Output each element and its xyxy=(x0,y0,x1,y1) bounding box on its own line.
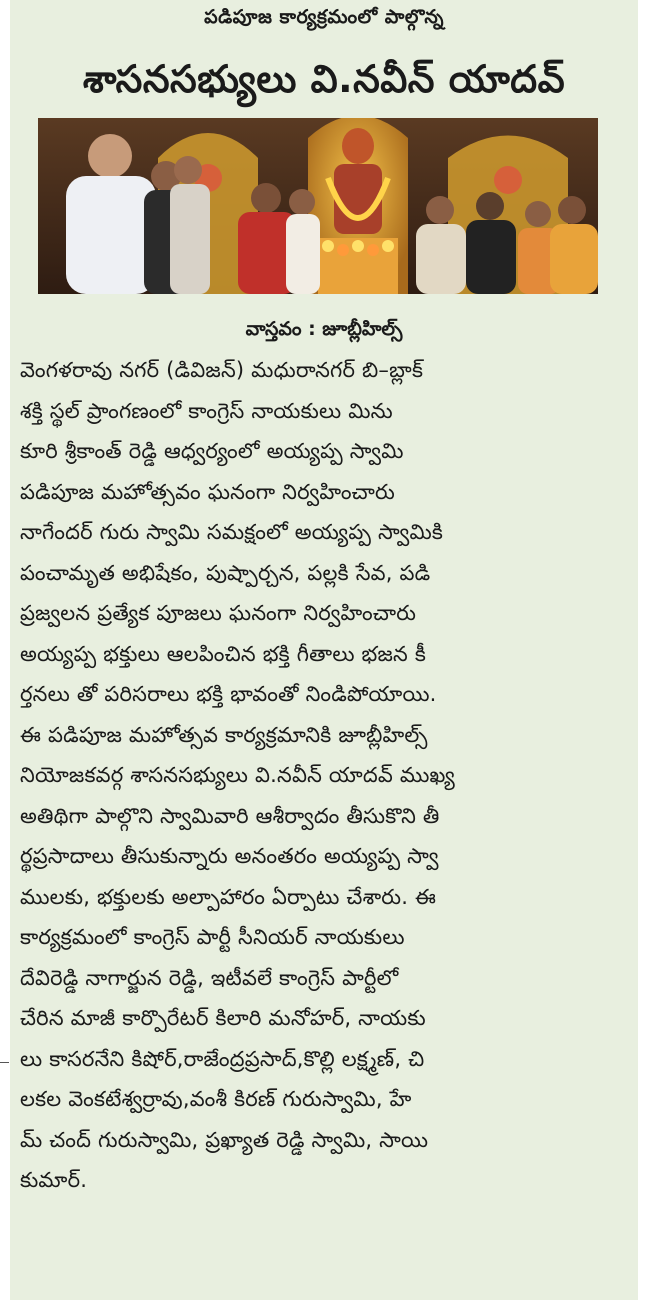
body-line: లు కాసరనేని కిషోర్,రాజేంద్రప్రసాద్,కొల్లి లక్ష్మణ్, చి xyxy=(20,1046,425,1071)
dateline: వాస్తవం : జూబ్లీహిల్స్ xyxy=(245,318,403,340)
body-line: దేవిరెడ్డి నాగార్జున రెడ్డి, ఇటీవలే కాంగ్రెస్ పార్టీలో xyxy=(20,965,399,990)
body-line: కార్యక్రమంలో కాంగ్రెస్ పార్టీ సీనియర్ నాయకులు xyxy=(20,925,405,949)
body-line: నాగేందర్ గురు స్వామి సమక్షంలో అయ్యప్ప స్వామికి xyxy=(20,520,444,544)
body-line: అతిథిగా పాల్గొని స్వామివారి ఆశీర్వాదం తీసుకొని తీ xyxy=(20,803,440,828)
body-line: కుమార్. xyxy=(20,1168,88,1192)
event-photo-illustration xyxy=(38,118,598,294)
margin-rule xyxy=(0,1062,9,1063)
body-line: పడిపూజ మహోత్సవం ఘనంగా నిర్వహించారు xyxy=(20,479,395,504)
body-line: శక్తి స్థల్ ప్రాంగణంలో కాంగ్రెస్ నాయకులు మిను xyxy=(20,398,393,423)
body-line: ఈ పడిపూజ మహోత్సవ కార్యక్రమానికి జూబ్లీహిల్స్ xyxy=(20,722,428,747)
body-line: కూరి శ్రీకాంత్ రెడ్డి ఆధ్వర్యంలో అయ్యప్ప స్వామి xyxy=(20,439,404,463)
body-line: ములకు, భక్తులకు అల్పాహారం ఏర్పాటు చేశారు. ఈ xyxy=(20,884,437,909)
body-line: చేరిన మాజీ కార్పొరేటర్ కిలారి మనోహర్, నాయకు xyxy=(20,1006,426,1030)
body-line: ర్థప్రసాదాలు తీసుకున్నారు అనంతరం అయ్యప్ప స్వా xyxy=(20,844,439,868)
body-line: అయ్యప్ప భక్తులు ఆలపించిన భక్తి గీతాలు భజన కీ xyxy=(20,641,427,666)
event-photo xyxy=(38,118,598,294)
article-body xyxy=(20,350,635,1201)
body-line: లకల వెంకటేశ్వర్రావు,వంశీ కిరణ్ గురుస్వామి, హే xyxy=(20,1087,412,1111)
body-line: ర్తనలు తో పరిసరాలు భక్తి భావంతో నిండిపోయాయి. xyxy=(20,682,437,706)
body-line: నియోజకవర్గ శాసనసభ్యులు వి.నవీన్ యాదవ్ ముఖ్య xyxy=(20,763,455,787)
headline: శాసనసభ్యులు వి.నవీన్ యాదవ్ xyxy=(82,57,566,101)
news-clipping xyxy=(10,0,638,1300)
body-line: పంచామృత అభిషేకం, పుష్పార్చన, పల్లకి సేవ, పడి xyxy=(20,560,431,585)
body-line: వెంగళరావు నగర్ (డివిజన్) మధురానగర్ బి–బ్లాక్ xyxy=(20,358,424,382)
body-line: ప్రజ్వలన ప్రత్యేక పూజలు ఘనంగా నిర్వహించారు xyxy=(20,601,417,625)
body-line: మ్ చంద్ గురుస్వామి, ప్రఖ్యాత రెడ్డి స్వామి, సాయి xyxy=(20,1127,429,1152)
headline-kicker: పడిపూజ కార్యక్రమంలో పాల్గొన్న xyxy=(204,6,444,28)
